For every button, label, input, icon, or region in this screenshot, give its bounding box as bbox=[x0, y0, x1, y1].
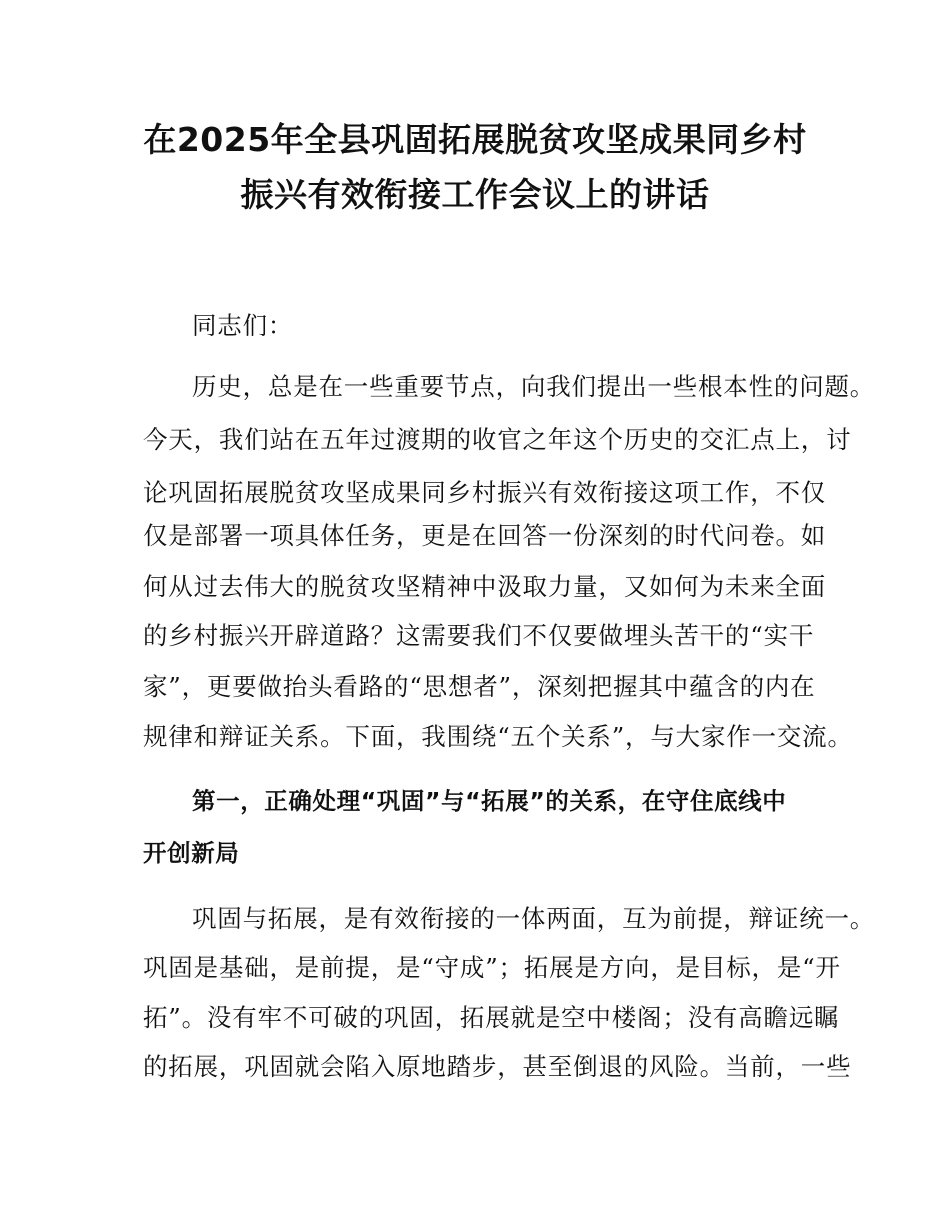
intro-line-5: 何从过去伟大的脱贫攻坚精神中汲取力量，又如何为未来全面 bbox=[143, 572, 827, 601]
intro-line-2: 今天，我们站在五年过渡期的收官之年这个历史的交汇点上，讨 bbox=[143, 425, 852, 454]
section-1-heading-line-1: 第一，正确处理“巩固”与“拓展”的关系，在守住底线中 bbox=[192, 787, 787, 815]
section-1-line-2: 巩固是基础，是前提，是“守成”；拓展是方向，是目标，是“开 bbox=[143, 953, 841, 982]
title-line-2: 振兴有效衔接工作会议上的讲话 bbox=[240, 175, 710, 214]
intro-line-1: 历史，总是在一些重要节点，向我们提出一些根本性的问题。 bbox=[192, 372, 876, 401]
title-line-1: 在2025年全县巩固拓展脱贫攻坚成果同乡村 bbox=[143, 120, 807, 159]
intro-line-7: 家”，更要做抬头看路的“思想者”，深刻把握其中蕴含的内在 bbox=[143, 672, 816, 701]
intro-line-4: 仅是部署一项具体任务，更是在回答一份深刻的时代问卷。如 bbox=[143, 521, 827, 550]
intro-line-8: 规律和辩证关系。下面，我围绕“五个关系”，与大家作一交流。 bbox=[143, 722, 853, 751]
section-1-line-4: 的拓展，巩固就会陷入原地踏步，甚至倒退的风险。当前，一些 bbox=[143, 1052, 852, 1081]
salutation: 同志们： bbox=[192, 311, 294, 340]
section-1-line-1: 巩固与拓展，是有效衔接的一体两面，互为前提，辩证统一。 bbox=[192, 904, 876, 933]
section-1-line-3: 拓”。没有牢不可破的巩固，拓展就是空中楼阁；没有高瞻远瞩 bbox=[143, 1003, 840, 1032]
intro-line-6: 的乡村振兴开辟道路？这需要我们不仅要做埋头苦干的“实干 bbox=[143, 621, 815, 650]
intro-line-3: 论巩固拓展脱贫攻坚成果同乡村振兴有效衔接这项工作，不仅 bbox=[143, 478, 827, 507]
section-1-heading-line-2: 开创新局 bbox=[143, 839, 240, 867]
document-title bbox=[60, 112, 890, 222]
